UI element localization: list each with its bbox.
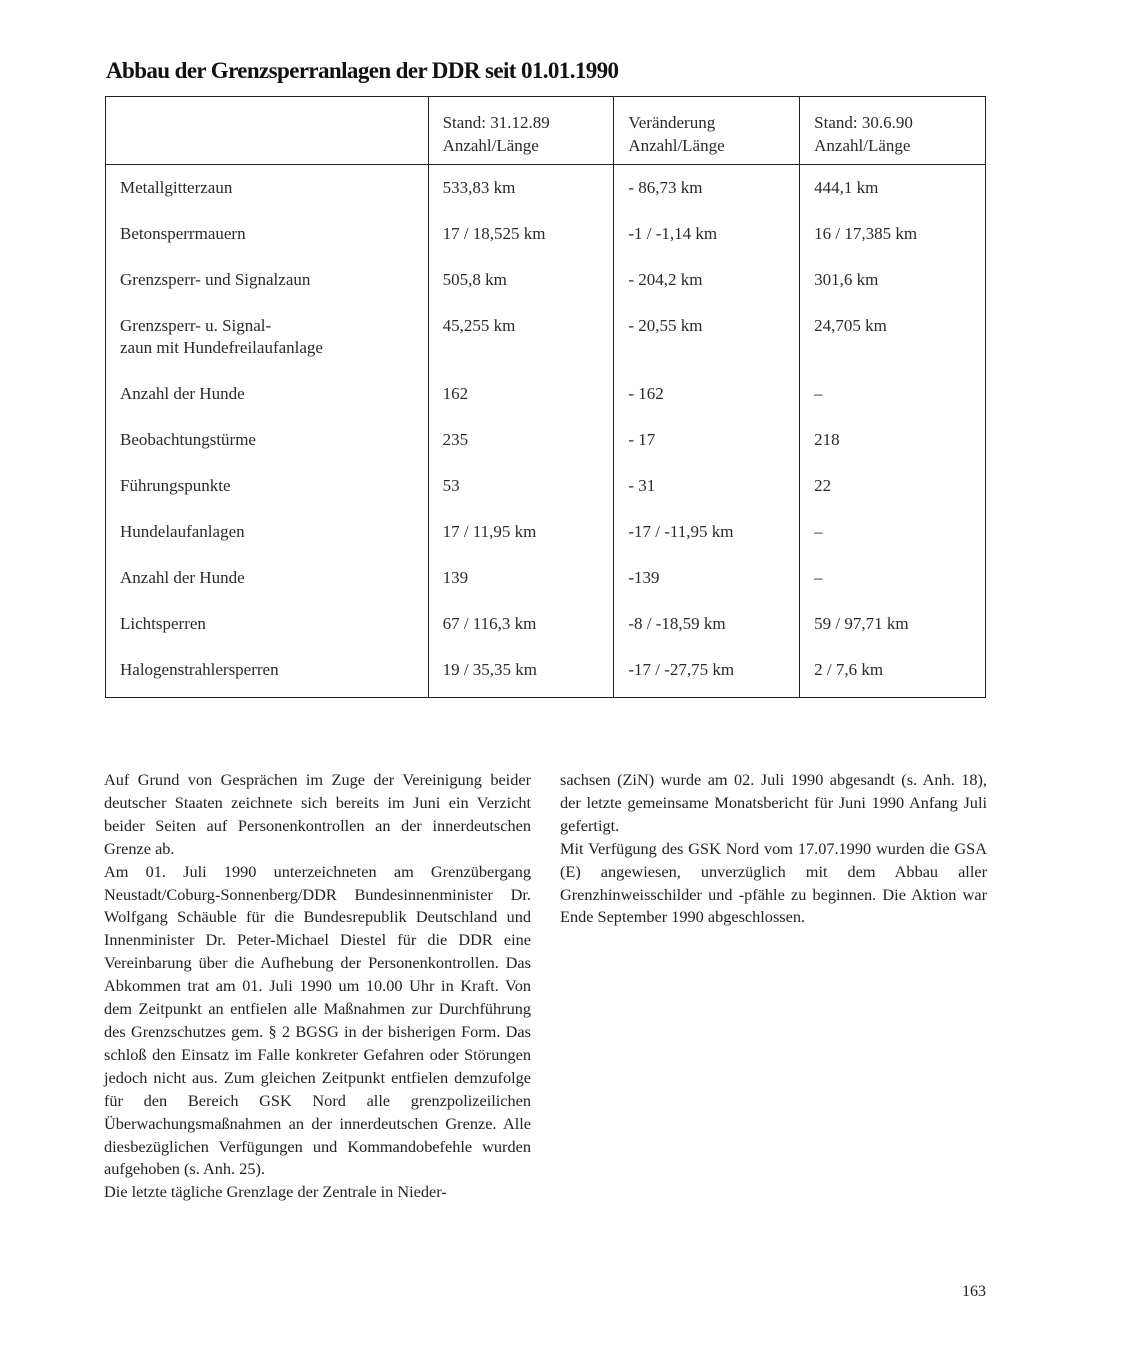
table-row: [106, 601, 986, 647]
row-label: [106, 303, 429, 371]
table-row: [106, 647, 986, 698]
cell-stand-1990: 218: [800, 417, 986, 463]
cell-stand-1989: 53: [428, 463, 614, 509]
page-title: Abbau der Grenzsperranlagen der DDR seit 01.01.1990: [106, 58, 619, 83]
cell-stand-1990: 301,6 km: [800, 257, 986, 303]
cell-change: -8 / -18,59 km: [614, 601, 800, 647]
row-label: [106, 601, 429, 647]
row-label-line: Metallgitterzaun: [120, 178, 233, 197]
cell-stand-1989: 17 / 11,95 km: [428, 509, 614, 555]
row-label: [106, 463, 429, 509]
cell-stand-1989: 67 / 116,3 km: [428, 601, 614, 647]
body-column-left: [104, 769, 531, 1204]
table-row: [106, 211, 986, 257]
cell-stand-1990: 2 / 7,6 km: [800, 647, 986, 698]
header-line: Stand: 30.6.90: [814, 113, 913, 132]
cell-stand-1989: 235: [428, 417, 614, 463]
header-empty: [106, 97, 429, 165]
row-label-line: Grenzsperr- u. Signal-: [120, 316, 272, 335]
row-label: [106, 647, 429, 698]
cell-change: - 86,73 km: [614, 165, 800, 212]
cell-stand-1990: 22: [800, 463, 986, 509]
table-row: [106, 555, 986, 601]
row-label-line: Anzahl der Hunde: [120, 568, 245, 587]
paragraph: Am 01. Juli 1990 unterzeichneten am Grenzübergang Neustadt/Coburg-Sonnenberg/DDR Bundesinnenminister Dr. Wolfgang Schäuble für die Bundesrepublik Deutschland und Innenminister Dr. Peter-Michael Diestel für die DDR eine Vereinbarung über die Aufhebung der Personenkontrollen. Das Abkommen trat am 01. Juli 1990 um 10.00 Uhr in Kraft. Von dem Zeitpunkt an entfielen alle Maßnahmen zur Durchführung des Grenzschutzes gem. § 2 BGSG in der bisherigen Form. Das schloß den Einsatz im Falle konkreter Gefahren oder Störungen jedoch nicht aus. Zum gleichen Zeitpunkt entfielen demzufolge für den Bereich GSK Nord alle grenzpolizeilichen Überwachungsmaßnahmen an der innerdeutschen Grenze. Alle diesbezüglichen Verfügungen und Kommandobefehle wurden aufgehoben (s. Anh. 25).: [104, 861, 531, 1179]
cell-stand-1990: 24,705 km: [800, 303, 986, 371]
cell-stand-1989: 162: [428, 371, 614, 417]
header-change: [614, 97, 800, 165]
row-label: [106, 371, 429, 417]
cell-change: -17 / -11,95 km: [614, 509, 800, 555]
table-body: [106, 165, 986, 698]
cell-stand-1989: 45,255 km: [428, 303, 614, 371]
cell-change: -1 / -1,14 km: [614, 211, 800, 257]
header-line: Stand: 31.12.89: [442, 113, 550, 132]
paragraph: Die letzte tägliche Grenzlage der Zentrale in Nieder-: [104, 1182, 447, 1202]
row-label: [106, 417, 429, 463]
header-subline: Anzahl/Länge: [814, 136, 911, 155]
cell-change: - 20,55 km: [614, 303, 800, 371]
table-row: [106, 257, 986, 303]
cell-change: - 17: [614, 417, 800, 463]
cell-change: -139: [614, 555, 800, 601]
cell-stand-1989: 17 / 18,525 km: [428, 211, 614, 257]
table-row: [106, 509, 986, 555]
row-label-line: Betonsperrmauern: [120, 224, 246, 243]
cell-change: - 31: [614, 463, 800, 509]
table-row: [106, 303, 986, 371]
paragraph: sachsen (ZiN) wurde am 02. Juli 1990 abgesandt (s. Anh. 18), der letzte gemeinsame Monatsbericht für Juni 1990 Anfang Juli gefertigt.: [560, 770, 987, 835]
header-subline: Anzahl/Länge: [628, 136, 725, 155]
cell-change: - 204,2 km: [614, 257, 800, 303]
table-row: [106, 463, 986, 509]
cell-stand-1990: 444,1 km: [800, 165, 986, 212]
table-row: [106, 371, 986, 417]
body-column-right: [560, 769, 987, 929]
table-row: [106, 417, 986, 463]
cell-stand-1989: 533,83 km: [428, 165, 614, 212]
header-subline: Anzahl/Länge: [442, 136, 539, 155]
row-label-line: zaun mit Hundefreilaufanlage: [120, 338, 323, 357]
cell-stand-1990: –: [800, 371, 986, 417]
cell-stand-1989: 139: [428, 555, 614, 601]
table-row: [106, 165, 986, 212]
header-stand-1990: [800, 97, 986, 165]
row-label-line: Lichtsperren: [120, 614, 206, 633]
row-label-line: Beobachtungstürme: [120, 430, 256, 449]
cell-stand-1989: 505,8 km: [428, 257, 614, 303]
border-installations-table: [105, 96, 986, 698]
row-label: [106, 165, 429, 212]
row-label: [106, 257, 429, 303]
cell-stand-1990: 16 / 17,385 km: [800, 211, 986, 257]
header-stand-1989: [428, 97, 614, 165]
cell-change: - 162: [614, 371, 800, 417]
row-label: [106, 211, 429, 257]
paragraph: Mit Verfügung des GSK Nord vom 17.07.1990 wurden die GSA (E) angewiesen, unverzüglich mit dem Abbau aller Grenzhinweisschilder und -pfähle zu beginnen. Die Aktion war Ende September 1990 abgeschlossen.: [560, 838, 987, 927]
row-label: [106, 555, 429, 601]
cell-stand-1990: –: [800, 555, 986, 601]
row-label-line: Hundelaufanlagen: [120, 522, 245, 541]
cell-stand-1990: 59 / 97,71 km: [800, 601, 986, 647]
row-label-line: Halogenstrahlersperren: [120, 660, 279, 679]
table-header-row: [106, 97, 986, 165]
row-label-line: Führungspunkte: [120, 476, 231, 495]
paragraph: Auf Grund von Gesprächen im Zuge der Vereinigung beider deutscher Staaten zeichnete sich bereits im Juni ein Verzicht beider Seiten auf Personenkontrollen an der innerdeutschen Grenze ab.: [104, 770, 531, 858]
page-number: 163: [962, 1283, 986, 1300]
row-label-line: Grenzsperr- und Signalzaun: [120, 270, 311, 289]
row-label-line: Anzahl der Hunde: [120, 384, 245, 403]
header-line: Veränderung: [628, 113, 716, 132]
cell-change: -17 / -27,75 km: [614, 647, 800, 698]
cell-stand-1989: 19 / 35,35 km: [428, 647, 614, 698]
row-label: [106, 509, 429, 555]
cell-stand-1990: –: [800, 509, 986, 555]
